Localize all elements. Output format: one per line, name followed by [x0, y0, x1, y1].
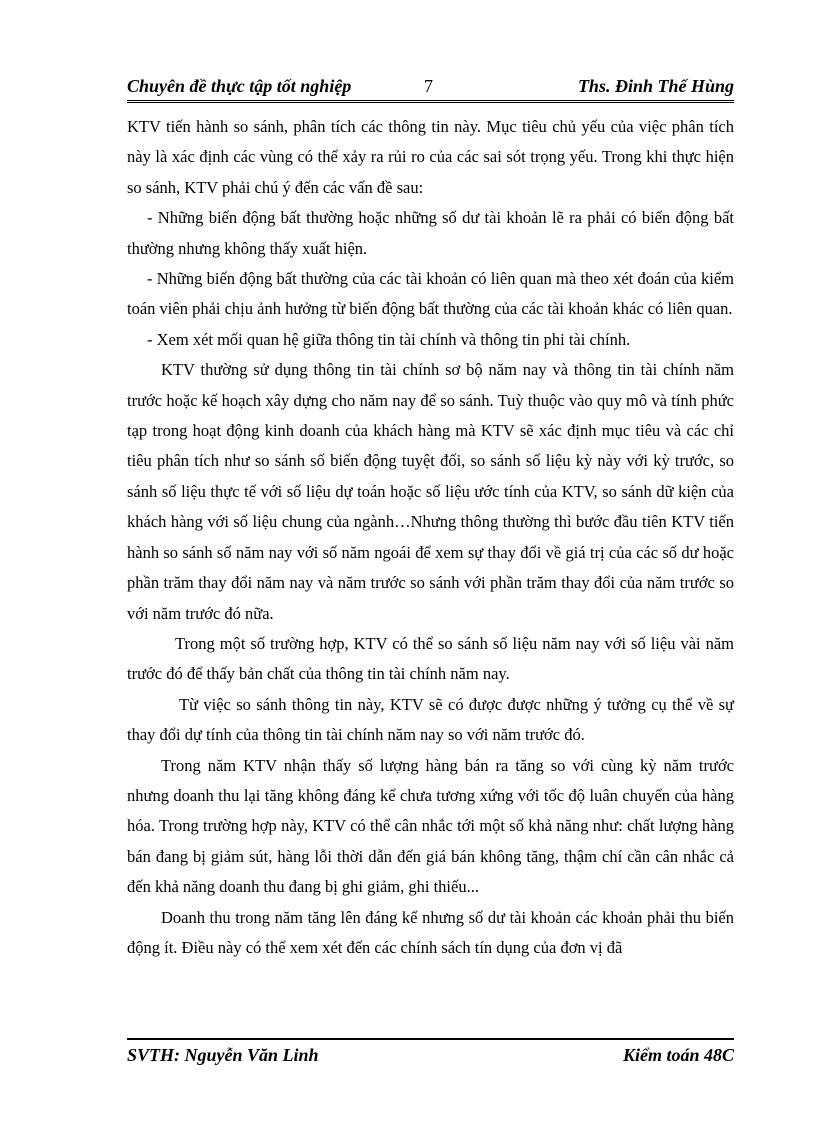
header-author: Ths. Đinh Thế Hùng	[577, 76, 734, 96]
paragraph: KTV thường sử dụng thông tin tài chính sơ bộ năm nay và thông tin tài chính năm trước hoặc kế hoạch xây dựng cho năm nay để so sánh. Tuỳ thuộc vào quy mô và tính phức tạp trong hoạt động kinh doanh của khách hàng mà KTV sẽ xác định mục tiêu và các chỉ tiêu phân tích như so sánh số biến động tuyệt đối, so sánh số liệu kỳ này với kỳ trước, so sánh số liệu thực tế với số liệu dự toán hoặc số liệu ước tính của KTV, so sánh dữ kiện của khách hàng với số liệu chung của ngành…Nhưng thông thường thì bước đầu tiên KTV tiến hành so sánh số năm nay với số năm ngoái để xem sự thay đổi về giá trị của các số dư hoặc phần trăm thay đổi năm nay và năm trước so sánh với phần trăm thay đổi của năm trước so với năm trước đó nữa.	[127, 360, 734, 623]
paragraph: - Những biến động bất thường hoặc những số dư tài khoản lẽ ra phải có biến động bất thường nhưng không thấy xuất hiện.	[127, 208, 734, 258]
page-header	[127, 74, 734, 103]
paragraph: KTV tiến hành so sánh, phân tích các thông tin này. Mục tiêu chủ yếu của việc phân tích này là xác định các vùng có thể xảy ra rủi ro của các sai sót trọng yếu. Trong khi thực hiện so sánh, KTV phải chú ý đến các vấn đề sau:	[127, 117, 734, 197]
footer-class: Kiểm toán 48C	[622, 1045, 734, 1065]
paragraph: Trong năm KTV nhận thấy số lượng hàng bán ra tăng so với cùng kỳ năm trước nhưng doanh thu lại tăng không đáng kể chưa tương xứng với tốc độ luân chuyển của hàng hóa. Trong trường hợp này, KTV có thể cân nhắc tới một số khả năng như: chất lượng hàng bán đang bị giảm sút, hàng lỗi thời dẫn đến giá bán không tăng, thậm chí cần cân nhắc cả đến khả năng doanh thu đang bị ghi giảm, ghi thiếu...	[127, 755, 734, 897]
paragraph: - Xem xét mối quan hệ giữa thông tin tài chính và thông tin phi tài chính.	[147, 329, 631, 349]
page-body	[127, 112, 734, 963]
paragraph: Trong một số trường hợp, KTV có thể so sánh số liệu năm nay với số liệu vài năm trước đó để thấy bản chất của thông tin tài chính năm nay.	[127, 633, 734, 684]
paragraph: Từ việc so sánh thông tin này, KTV sẽ có được được những ý tưởng cụ thể về sự thay đổi dự tính của thông tin tài chính năm nay so với năm trước đó.	[127, 694, 734, 745]
paragraph: Doanh thu trong năm tăng lên đáng kể nhưng số dư tài khoản các khoản phải thu biến động ít. Điều này có thể xem xét đến các chính sách tín dụng của đơn vị đã	[127, 907, 734, 957]
page-number: 7	[424, 76, 433, 96]
page-footer	[127, 1038, 734, 1070]
header-title: Chuyên đề thực tập tốt nghiệp	[127, 76, 352, 96]
paragraph: - Những biến động bất thường của các tài khoản có liên quan mà theo xét đoán của kiểm toán viên phải chịu ảnh hưởng từ biến động bất thường của các tài khoản khác có liên quan.	[127, 269, 734, 319]
footer-student: SVTH: Nguyễn Văn Linh	[127, 1045, 319, 1065]
